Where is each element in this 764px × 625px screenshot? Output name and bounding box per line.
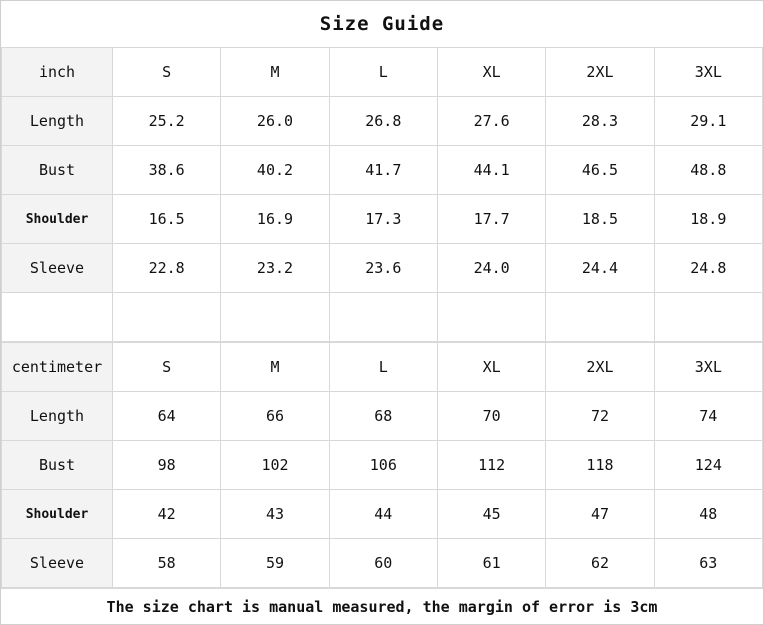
size-header-xl: XL [437, 343, 545, 392]
row-label-bust: Bust [2, 441, 113, 490]
table-row [2, 146, 763, 195]
cell-sleeve-l: 60 [329, 539, 437, 588]
gap-cell [329, 293, 437, 342]
cell-bust-s: 98 [113, 441, 221, 490]
table-header-row [2, 343, 763, 392]
cell-sleeve-3xl: 24.8 [654, 244, 762, 293]
gap-cell [437, 293, 545, 342]
table-row [2, 490, 763, 539]
cell-shoulder-l: 17.3 [329, 195, 437, 244]
cell-sleeve-2xl: 24.4 [546, 244, 654, 293]
size-header-l: L [329, 343, 437, 392]
size-table-centimeter [1, 342, 763, 588]
cell-length-l: 68 [329, 392, 437, 441]
cell-shoulder-s: 42 [113, 490, 221, 539]
size-header-l: L [329, 48, 437, 97]
size-header-2xl: 2XL [546, 343, 654, 392]
cell-sleeve-s: 22.8 [113, 244, 221, 293]
cell-length-xl: 27.6 [437, 97, 545, 146]
cell-shoulder-xl: 45 [437, 490, 545, 539]
cell-shoulder-m: 16.9 [221, 195, 329, 244]
table-row [2, 441, 763, 490]
size-header-m: M [221, 343, 329, 392]
cell-length-3xl: 74 [654, 392, 762, 441]
cell-shoulder-2xl: 47 [546, 490, 654, 539]
cell-shoulder-m: 43 [221, 490, 329, 539]
row-label-shoulder: Shoulder [2, 490, 113, 539]
gap-cell [2, 293, 113, 342]
cell-length-s: 64 [113, 392, 221, 441]
cell-sleeve-3xl: 63 [654, 539, 762, 588]
cell-sleeve-2xl: 62 [546, 539, 654, 588]
measurement-disclaimer: The size chart is manual measured, the margin of error is 3cm [106, 597, 658, 616]
table-row [2, 195, 763, 244]
cell-length-m: 66 [221, 392, 329, 441]
row-label-shoulder: Shoulder [2, 195, 113, 244]
cell-bust-s: 38.6 [113, 146, 221, 195]
size-header-xl: XL [437, 48, 545, 97]
cell-shoulder-3xl: 18.9 [654, 195, 762, 244]
cell-sleeve-s: 58 [113, 539, 221, 588]
cell-bust-m: 102 [221, 441, 329, 490]
cell-length-2xl: 72 [546, 392, 654, 441]
cell-sleeve-m: 23.2 [221, 244, 329, 293]
cell-bust-xl: 44.1 [437, 146, 545, 195]
row-label-length: Length [2, 97, 113, 146]
size-header-s: S [113, 343, 221, 392]
gap-cell [113, 293, 221, 342]
cell-bust-3xl: 48.8 [654, 146, 762, 195]
page-title: Size Guide [319, 13, 445, 35]
row-label-sleeve: Sleeve [2, 244, 113, 293]
cell-length-l: 26.8 [329, 97, 437, 146]
table-row [2, 244, 763, 293]
size-header-3xl: 3XL [654, 48, 762, 97]
table-row [2, 539, 763, 588]
cell-sleeve-m: 59 [221, 539, 329, 588]
footer-note [1, 588, 763, 624]
cell-bust-2xl: 118 [546, 441, 654, 490]
gap-cell [546, 293, 654, 342]
cell-bust-2xl: 46.5 [546, 146, 654, 195]
unit-label-inch: inch [2, 48, 113, 97]
cell-sleeve-l: 23.6 [329, 244, 437, 293]
size-header-s: S [113, 48, 221, 97]
cell-shoulder-xl: 17.7 [437, 195, 545, 244]
cell-bust-l: 41.7 [329, 146, 437, 195]
table-header-row [2, 48, 763, 97]
unit-label-centimeter: centimeter [2, 343, 113, 392]
table-row [2, 97, 763, 146]
cell-bust-3xl: 124 [654, 441, 762, 490]
cell-length-m: 26.0 [221, 97, 329, 146]
size-header-m: M [221, 48, 329, 97]
cell-length-2xl: 28.3 [546, 97, 654, 146]
gap-cell [221, 293, 329, 342]
table-row [2, 392, 763, 441]
row-label-length: Length [2, 392, 113, 441]
cell-sleeve-xl: 24.0 [437, 244, 545, 293]
cell-shoulder-3xl: 48 [654, 490, 762, 539]
cell-length-s: 25.2 [113, 97, 221, 146]
size-header-2xl: 2XL [546, 48, 654, 97]
row-label-sleeve: Sleeve [2, 539, 113, 588]
cell-shoulder-l: 44 [329, 490, 437, 539]
size-table-inch [1, 47, 763, 342]
cell-shoulder-2xl: 18.5 [546, 195, 654, 244]
cell-sleeve-xl: 61 [437, 539, 545, 588]
cell-bust-xl: 112 [437, 441, 545, 490]
gap-cell [654, 293, 762, 342]
row-label-bust: Bust [2, 146, 113, 195]
cell-bust-m: 40.2 [221, 146, 329, 195]
cell-length-xl: 70 [437, 392, 545, 441]
title-bar [1, 1, 763, 47]
size-header-3xl: 3XL [654, 343, 762, 392]
table-gap-row [2, 293, 763, 342]
cell-shoulder-s: 16.5 [113, 195, 221, 244]
cell-length-3xl: 29.1 [654, 97, 762, 146]
cell-bust-l: 106 [329, 441, 437, 490]
